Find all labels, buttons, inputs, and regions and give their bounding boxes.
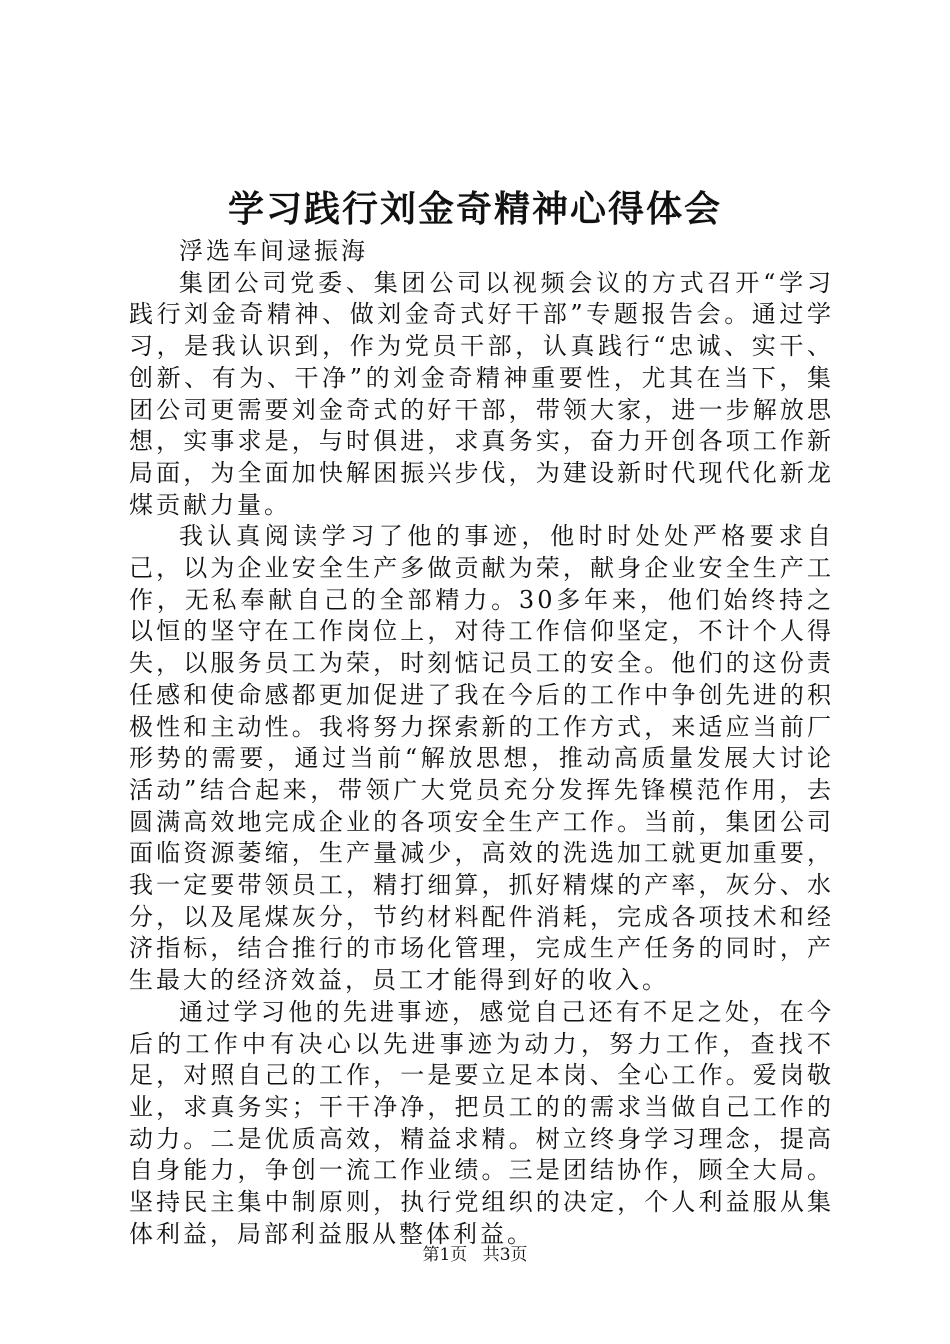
author-line: 浮选车间逯振海 (179, 237, 368, 265)
paragraph-2: 我认真阅读学习了他的事迹，他时时处处严格要求自己，以为企业安全生产多做贡献为荣，献身企业安全生产工作，无私奉献自己的全部精力。30多年来，他们始终持之以恒的坚守在工作岗位上，对待工作信仰坚定，不计个人得失，以服务员工为荣，时刻惦记员工的安全。他们的这份责任感和使命感都更加促进了我在今后的工作中争创先进的积极性和主动性。我将努力探索新的工作方式，来适应当前厂形势的需要，通过当前“解放思想，推动高质量发展大讨论活动”结合起来，带领广大党员充分发挥先锋模范作用，去圆满高效地完成企业的各项安全生产工作。当前，集团公司面临资源萎缩，生产量减少，高效的洗选加工就更加重要，我一定要带领员工，精打细算，抓好精煤的产率，灰分、水分，以及尾煤灰分，节约材料配件消耗，完成各项技术和经济指标，结合推行的市场化管理，完成生产任务的同时，产生最大的经济效益，员工才能得到好的收入。 (129, 522, 834, 995)
page-footer (0, 1243, 950, 1267)
page-total: 共3页 (482, 1245, 528, 1265)
page-title: 学习践行刘金奇精神心得体会 (227, 188, 722, 230)
paragraph-3: 通过学习他的先进事迹，感觉自己还有不足之处，在今后的工作中有决心以先进事迹为动力，努力工作，查找不足，对照自己的工作，一是要立足本岗、全心工作。爱岗敬业，求真务实；干干净净，把员工的的需求当做自己工作的动力。二是优质高效，精益求精。树立终身学习理念，提高自身能力，争创一流工作业绩。三是团结协作，顾全大局。坚持民主集中制原则，执行党组织的决定，个人利益服从集体利益，局部利益服从整体利益。 (129, 997, 834, 1248)
page-number: 第1页 (422, 1245, 468, 1265)
document-body (129, 236, 834, 1251)
paragraph-1: 集团公司党委、集团公司以视频会议的方式召开“学习践行刘金奇精神、做刘金奇式好干部”专题报告会。通过学习，是我认识到，作为党员干部，认真践行“忠诚、实干、创新、有为、干净”的刘金奇精神重要性，尤其在当下，集团公司更需要刘金奇式的好干部，带领大家，进一步解放思想，实事求是，与时俱进，求真务实，奋力开创各项工作新局面，为全面加快解困振兴步伐，为建设新时代现代化新龙煤贡献力量。 (129, 268, 834, 519)
